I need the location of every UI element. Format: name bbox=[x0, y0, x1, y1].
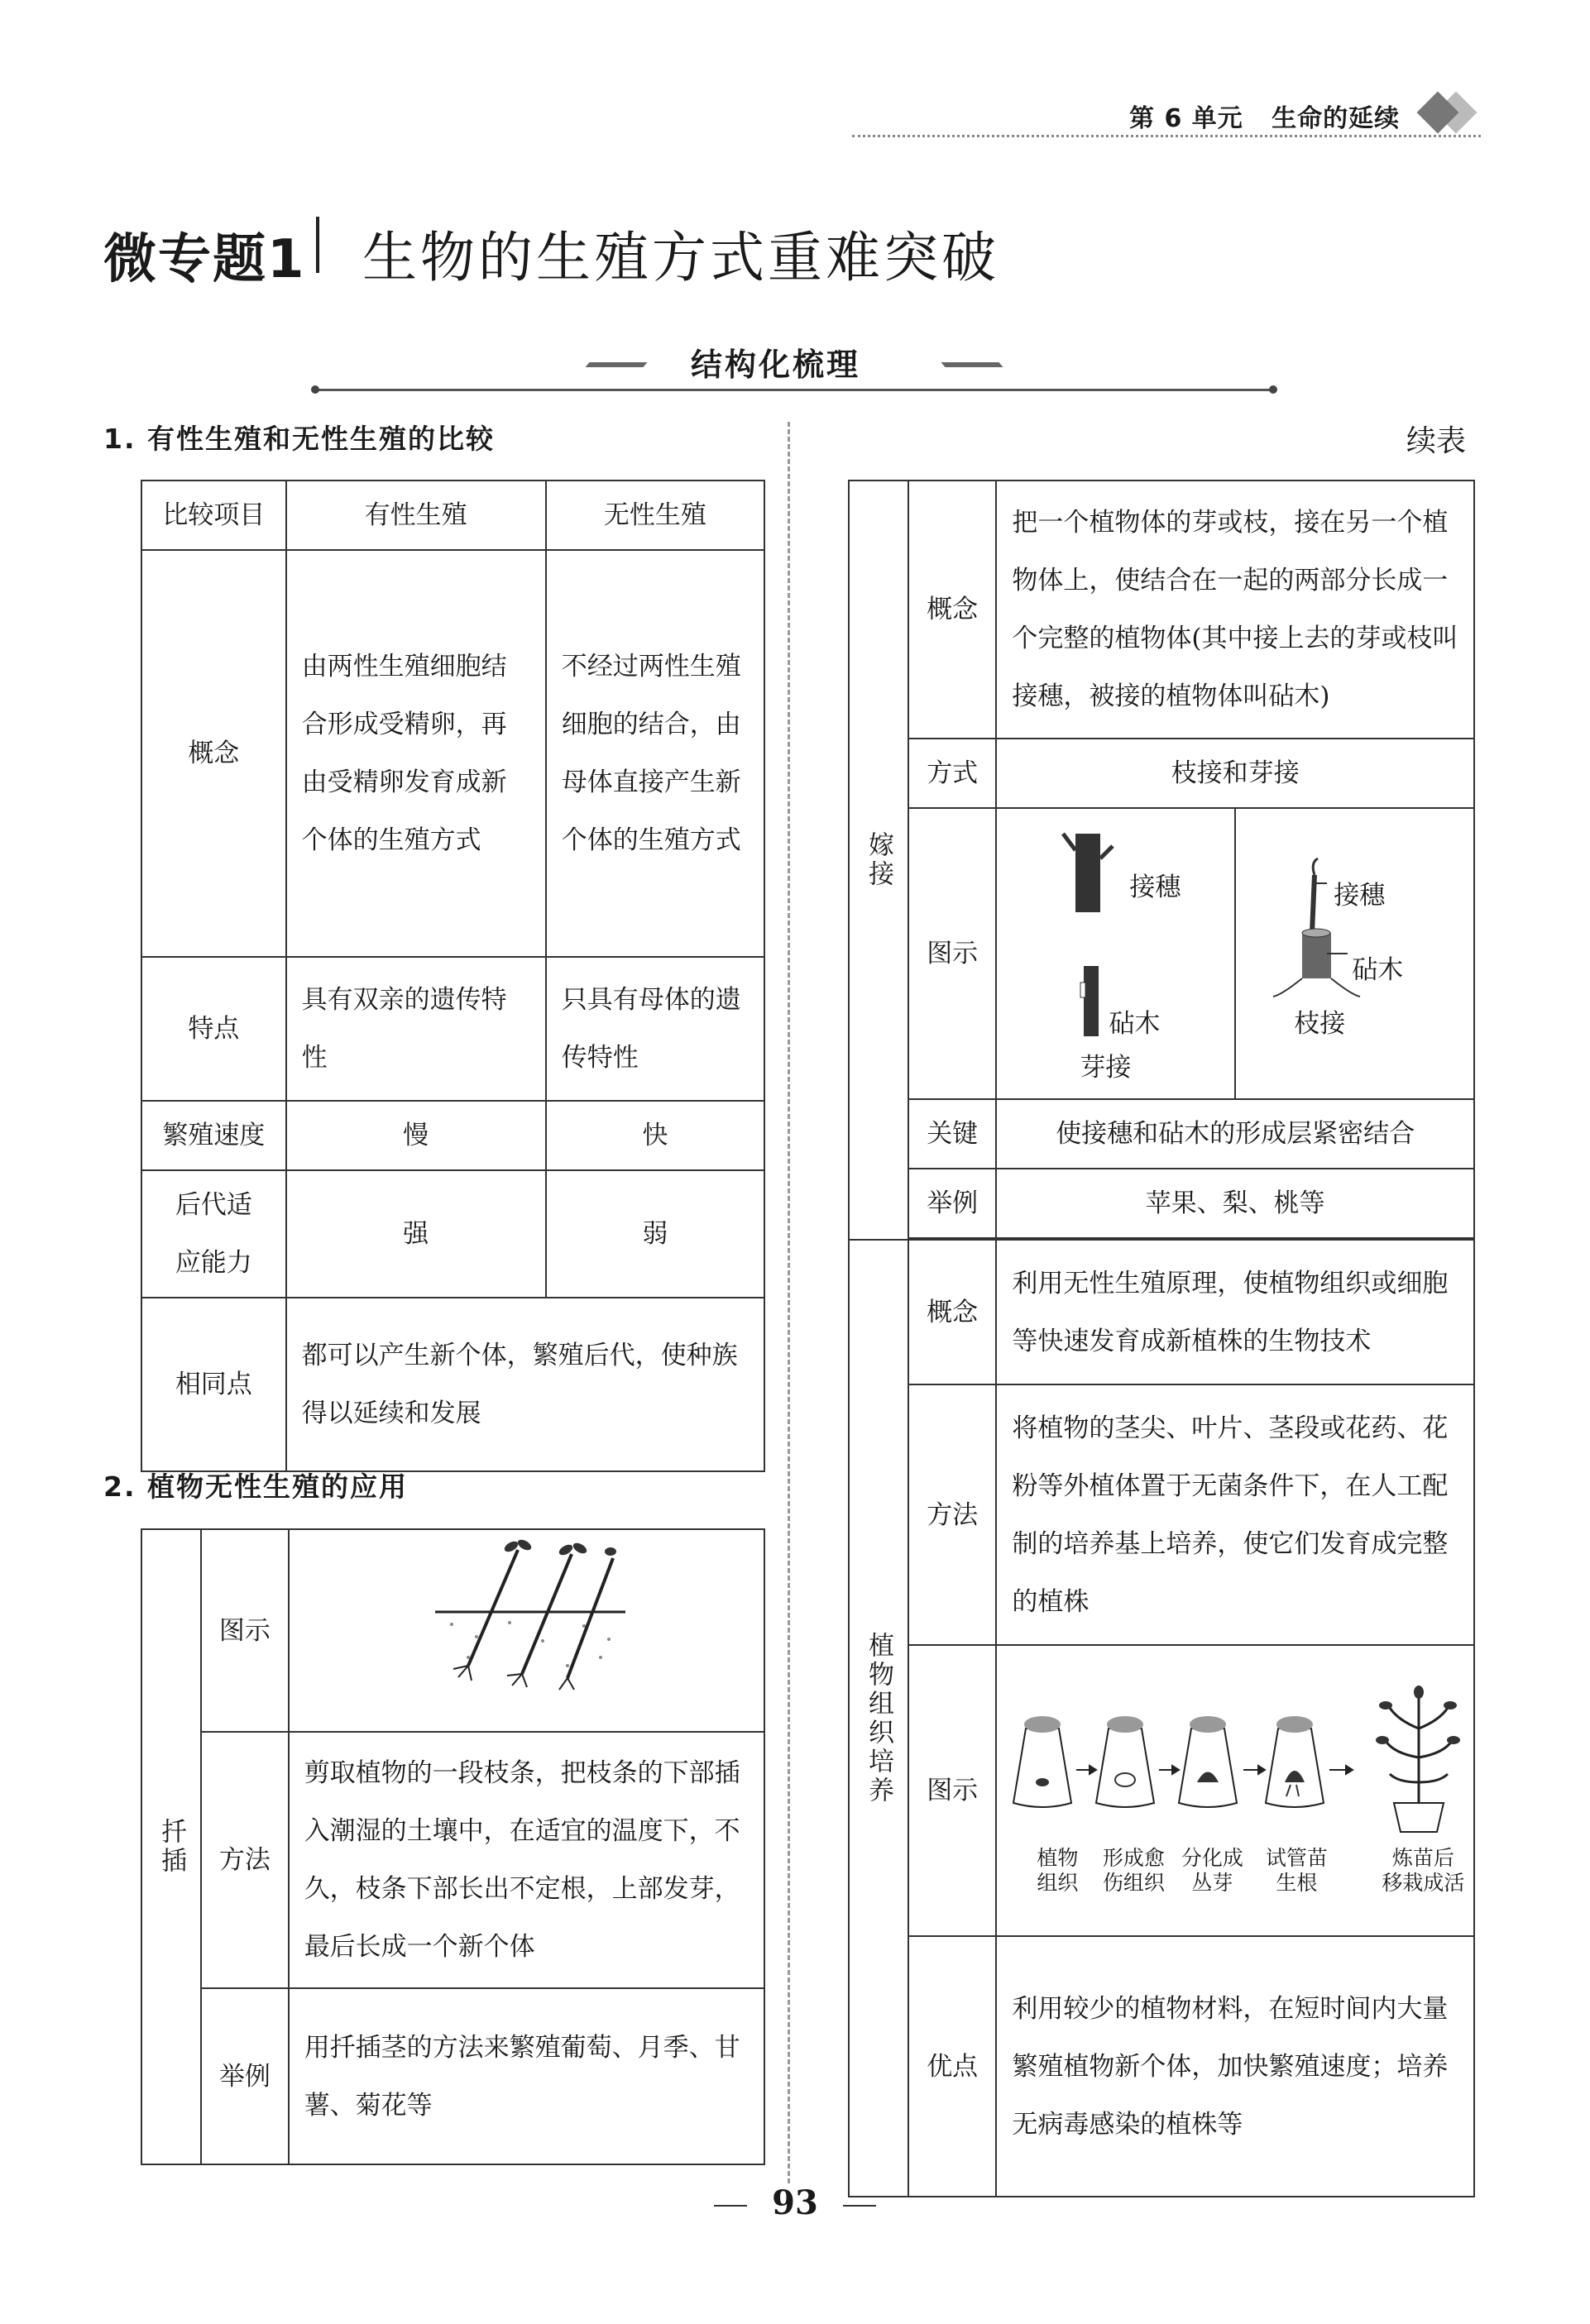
section1-heading: 1. 有性生殖和无性生殖的比较 bbox=[103, 423, 495, 455]
section-banner-label: 结构化梳理 bbox=[691, 347, 861, 383]
cell-asexual-concept: 不经过两性生殖细胞的结合，由母体直接产生新个体的生殖方式 bbox=[546, 550, 764, 957]
cell-grafting-concept: 把一个植物体的芽或枝，接在另一个植物体上，使结合在一起的两部分长成一个完整的植物体(其中接上去的芽或枝叫接穗，被接的植物体叫砧木) bbox=[996, 481, 1474, 739]
label-bud-graft: 芽接 bbox=[1080, 1053, 1132, 1083]
row-label: 举例 bbox=[908, 1169, 996, 1238]
cell-grafting-way: 枝接和芽接 bbox=[996, 739, 1474, 808]
cutting-figure bbox=[289, 1529, 764, 1732]
header-unit: 第 6 单元 bbox=[1129, 104, 1243, 133]
banner-slant bbox=[941, 362, 1003, 367]
cell-asexual-feature: 只具有母体的遗传特性 bbox=[546, 957, 764, 1101]
row-label: 方法 bbox=[908, 1384, 996, 1645]
row-label: 特点 bbox=[141, 957, 286, 1101]
label-scion: 接穗 bbox=[1334, 881, 1386, 911]
page-number: 93 bbox=[0, 2183, 1590, 2222]
col-header: 无性生殖 bbox=[546, 481, 764, 550]
row-label: 方式 bbox=[908, 739, 996, 808]
cell-sexual-adapt: 强 bbox=[286, 1170, 546, 1298]
cutting-table bbox=[141, 1528, 765, 2165]
row-label: 概念 bbox=[908, 1240, 996, 1384]
cell-tissue-advantage: 利用较少的植物材料，在短时间内大量繁殖植物新个体，加快繁殖速度；培养无病毒感染的植株等 bbox=[996, 1936, 1474, 2197]
cell-tissue-method: 将植物的茎尖、叶片、茎段或花药、花粉等外植体置于无菌条件下，在人工配制的培养基上培养，使它们发育成完整的植株 bbox=[996, 1384, 1474, 1645]
grafting-figure bbox=[996, 808, 1474, 1099]
step-label: 形成愈 伤组织 bbox=[1102, 1846, 1165, 1895]
row-label: 图示 bbox=[908, 808, 996, 1099]
section-banner bbox=[314, 339, 1274, 397]
cutting-illustration bbox=[419, 1533, 634, 1707]
row-label: 方法 bbox=[201, 1732, 289, 1988]
cell-sexual-feature: 具有双亲的遗传特性 bbox=[286, 957, 546, 1101]
row-label: 繁殖速度 bbox=[141, 1101, 286, 1170]
cell-grafting-key: 使接穗和砧木的形成层紧密结合 bbox=[996, 1099, 1474, 1169]
cell-tissue-concept: 利用无性生殖原理，使植物组织或细胞等快速发育成新植株的生物技术 bbox=[996, 1240, 1474, 1384]
bud-graft-panel bbox=[997, 809, 1236, 1098]
label-scion: 接穗 bbox=[1129, 873, 1181, 902]
row-label: 关键 bbox=[908, 1099, 996, 1169]
col-header: 有性生殖 bbox=[286, 481, 546, 550]
label-stock: 砧木 bbox=[1352, 955, 1404, 985]
banner-slant bbox=[585, 362, 647, 367]
row-label: 概念 bbox=[141, 550, 286, 957]
group-label-cutting: 扦插 bbox=[141, 1529, 201, 2164]
row-label: 图示 bbox=[908, 1645, 996, 1936]
step-label: 炼苗后 移栽成活 bbox=[1382, 1846, 1465, 1895]
step-label: 试管苗 生根 bbox=[1265, 1846, 1328, 1895]
column-divider bbox=[788, 422, 790, 2183]
continued-table bbox=[848, 480, 1475, 2197]
row-label: 概念 bbox=[908, 481, 996, 739]
branch-graft-panel bbox=[1236, 809, 1473, 1098]
cell-cutting-example: 用扦插茎的方法来繁殖葡萄、月季、甘薯、菊花等 bbox=[289, 1988, 764, 2164]
row-label: 相同点 bbox=[141, 1298, 286, 1471]
header-topic: 生命的延续 bbox=[1272, 104, 1401, 133]
cell-common: 都可以产生新个体，繁殖后代，使种族得以延续和发展 bbox=[286, 1298, 764, 1471]
row-label: 图示 bbox=[201, 1529, 289, 1732]
running-header bbox=[1129, 98, 1400, 134]
group-label-tissue-culture: 植物组织培养 bbox=[849, 1240, 908, 2197]
cell-sexual-concept: 由两性生殖细胞结合形成受精卵，再由受精卵发育成新个体的生殖方式 bbox=[286, 550, 546, 957]
comparison-table bbox=[141, 480, 765, 1472]
label-branch-graft: 枝接 bbox=[1294, 1009, 1346, 1039]
row-label: 优点 bbox=[908, 1936, 996, 2197]
cell-grafting-example: 苹果、梨、桃等 bbox=[996, 1169, 1474, 1238]
page-title-main: 微专题1 bbox=[103, 229, 306, 290]
col-header: 比较项目 bbox=[141, 481, 286, 550]
tissue-culture-steps bbox=[997, 1646, 1473, 1935]
tissue-culture-figure bbox=[996, 1645, 1474, 1936]
banner-rule bbox=[314, 389, 1274, 391]
cell-asexual-adapt: 弱 bbox=[546, 1170, 764, 1298]
row-label: 举例 bbox=[201, 1988, 289, 2164]
step-label: 分化成 丛芽 bbox=[1181, 1846, 1243, 1895]
row-label: 后代适应能力 bbox=[141, 1170, 286, 1298]
label-stock: 砧木 bbox=[1109, 1009, 1161, 1039]
header-rule bbox=[852, 135, 1481, 137]
cell-cutting-method: 剪取植物的一段枝条，把枝条的下部插入潮湿的土壤中，在适宜的温度下，不久，枝条下部长出不定根，上部发芽，最后长成一个新个体 bbox=[289, 1732, 764, 1988]
group-label-grafting: 嫁接 bbox=[849, 481, 908, 1240]
dot-icon bbox=[1269, 385, 1277, 394]
step-label: 植物 组织 bbox=[1037, 1846, 1079, 1895]
page-title: 生物的生殖方式重难突破 bbox=[362, 226, 999, 289]
section2-heading: 2. 植物无性生殖的应用 bbox=[103, 1470, 408, 1503]
continued-label: 续表 bbox=[1406, 424, 1467, 458]
cell-sexual-speed: 慢 bbox=[286, 1101, 546, 1170]
dot-icon bbox=[311, 385, 319, 394]
title-divider bbox=[316, 217, 319, 273]
cell-asexual-speed: 快 bbox=[546, 1101, 764, 1170]
